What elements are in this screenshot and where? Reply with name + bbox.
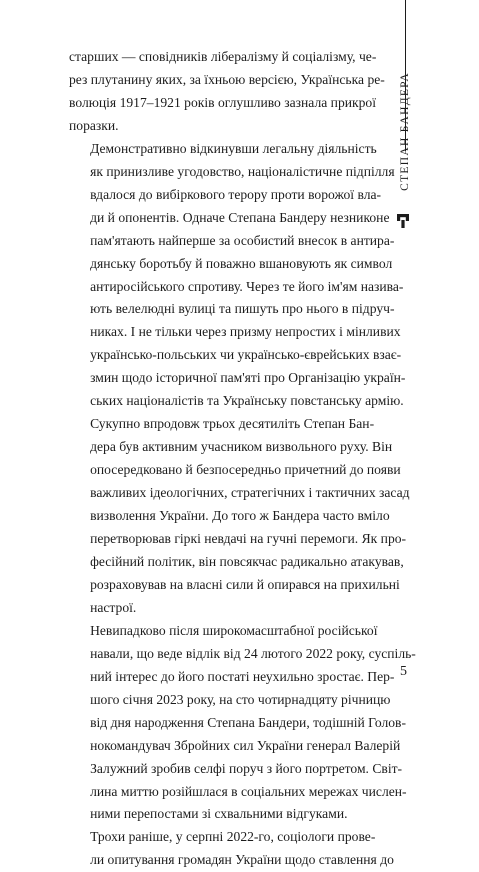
text-line: антиросійського спротиву. Через те його ім'ям назива- bbox=[90, 278, 404, 294]
text-line: поразки. bbox=[69, 117, 119, 133]
text-line: пам'ятають найперше за особистий внесок в антира- bbox=[90, 232, 395, 248]
text-line: нокомандувач Збройних сил України генерал Валерій bbox=[90, 737, 401, 753]
text-line: навали, що веде відлік від 24 лютого 2022 року, суспіль- bbox=[90, 645, 416, 661]
text-line: ди й опонентів. Одначе Степана Бандеру незниконе bbox=[90, 209, 390, 225]
paragraph bbox=[69, 826, 394, 872]
text-line: визволення України. До того ж Бандера часто вміло bbox=[90, 508, 390, 524]
text-line: ють велелюдні вулиці та пишуть про нього в підруч- bbox=[90, 301, 395, 317]
paragraph bbox=[69, 46, 385, 138]
text-line: дера був активним учасником визвольного руху. Він bbox=[90, 439, 393, 455]
body-text bbox=[69, 46, 416, 872]
text-line: ських націоналістів та Українську повстанську армію. bbox=[90, 393, 404, 409]
text-line: лина миттю розійшлася в соціальних мережах числен- bbox=[90, 783, 407, 799]
text-line: шого січня 2023 року, на сто чотирнадцяту річницю bbox=[90, 691, 391, 707]
text-line: важливих ідеологічних, стратегічних і тактичних засад bbox=[90, 485, 410, 501]
text-line: фесійний політик, він повсякчас радикально атакував, bbox=[90, 553, 404, 569]
text-line: ли опитування громадян України щодо ставлення до bbox=[90, 852, 394, 868]
text-line: настрої. bbox=[90, 599, 137, 615]
paragraph bbox=[69, 620, 416, 827]
text-line: перетворював гіркі невдачі на гучні перемоги. Як про- bbox=[90, 531, 407, 547]
text-line: розраховував на власні сили й опирався на прихильні bbox=[90, 576, 400, 592]
text-line: старших — сповідників лібералізму й соціалізму, че- bbox=[69, 49, 377, 64]
text-line: никах. І не тільки через призму непростих і мінливих bbox=[90, 324, 401, 340]
running-head: СТЕПАН БАНДЕРА bbox=[399, 72, 411, 191]
text-line: ними перепостами зі схвальними відгуками. bbox=[90, 806, 348, 822]
text-line: волюція 1917–1921 років оглушливо зазнала прикрої bbox=[69, 94, 376, 110]
page-number: 5 bbox=[400, 664, 407, 679]
paragraph bbox=[69, 413, 410, 620]
text-line: дянську боротьбу й поважно вшановують як символ bbox=[90, 255, 393, 271]
text-line: Демонстративно відкинувши легальну діяльність bbox=[90, 140, 377, 156]
text-line: ний інтерес до його постаті неухильно зростає. Пер- bbox=[90, 668, 395, 684]
text-line: українсько-польських чи українсько-єврейських взає- bbox=[90, 347, 402, 363]
text-line: від дня народження Степана Бандери, тодішній Голов- bbox=[90, 714, 406, 730]
text-line: Трохи раніше, у серпні 2022-го, соціологи прове- bbox=[90, 829, 376, 845]
text-line: Невипадково після широкомасштабної російської bbox=[90, 622, 378, 638]
text-line: змин щодо історичної пам'яті про Організацію україн- bbox=[90, 370, 406, 386]
text-line: Сукупно впродовж трьох десятиліть Степан Бан- bbox=[90, 416, 375, 432]
text-line: опосередковано й безпосередньо причетний до появи bbox=[90, 462, 401, 478]
text-line: Залужний зробив селфі поруч з його портретом. Світ- bbox=[90, 760, 403, 776]
text-line: рез плутанину яких, за їхньою версією, Українська ре- bbox=[69, 71, 385, 87]
text-line: вдалося до вибіркового терору проти ворожої вла- bbox=[90, 186, 382, 202]
paragraph bbox=[69, 138, 406, 413]
text-line: як принизливе угодовство, націоналістичне підпілля bbox=[90, 163, 395, 179]
section-marker-icon bbox=[397, 214, 409, 228]
